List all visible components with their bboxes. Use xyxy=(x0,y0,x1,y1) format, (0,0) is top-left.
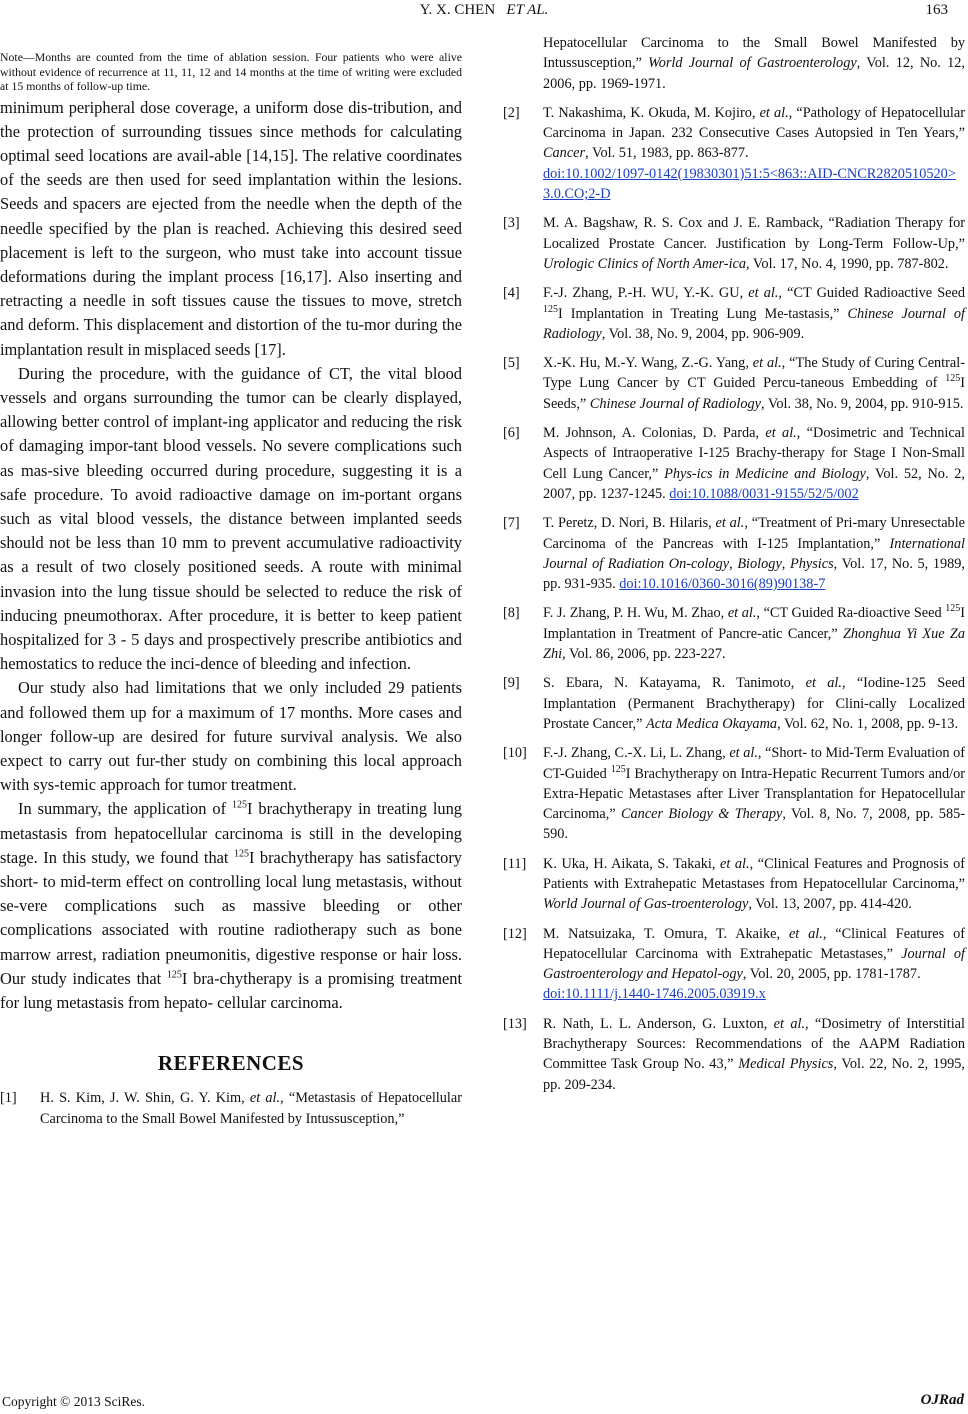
ref-text: R. Nath, L. L. Anderson, G. Luxton, xyxy=(543,1015,774,1032)
reference-number: [9] xyxy=(503,675,520,692)
reference-number: [3] xyxy=(503,215,520,232)
ref-etal: et al. xyxy=(759,104,789,121)
ref-journal: Medical Physics xyxy=(738,1056,834,1073)
ref-text: , “Pathology of Hepatocellular Carcinoma in Japan. 232 Consecutive Cases Autopsied in Ten Years,” xyxy=(543,104,965,142)
doi-link[interactable]: doi:10.1111/j.1440-1746.2005.03919.x xyxy=(543,986,766,1003)
doi-link[interactable]: doi:10.1016/0360-3016(89)90138-7 xyxy=(619,576,826,593)
ref-sup: 125 xyxy=(945,603,961,615)
left-column xyxy=(0,50,462,1138)
reference-2 xyxy=(503,103,965,204)
p4-text-d: I bra-chytherapy is a promising treatment for lung metastasis from hepato- cellular carcinoma. xyxy=(0,968,462,1013)
ref-text: I Brachytherapy on Intra-Hepatic Recurrent Tumors and/or Extra-Hepatic Metastases after Liver Transplantation for Hepatocellular Carcinoma,” xyxy=(543,765,965,823)
ref-text: , Vol. 17, No. 4, 1990, pp. 787-802. xyxy=(746,255,949,272)
ref-journal: Zhonghua Yi Xue Za Zhi xyxy=(543,625,966,663)
body-paragraph-1: minimum peripheral dose coverage, a uniform dose dis-tribution, and the protection of surrounding tissues since methods for calculating optimal seed locations are avail-able [14,15]. The relative coordinates of the seeds are then used for seed implantation within the lesions. Seeds and spacers are ejected from the needle when the depth of the needle specified by the plan is reached. Achieving this desired seed placement is left to the surgeon, who must take into account tissue deformations during the implant process [16,17]. Also inserting and retracting a needle in soft tissues cause the tissues to move, stretch and deform. This displacement and distortion of the tu-mor during the implantation result in misplaced seeds [17]. xyxy=(0,97,462,359)
ref-etal: et al. xyxy=(249,1090,281,1107)
ref-text: Hepatocellular Carcinoma to the Small Bowel Manifested by Intussusception,” xyxy=(543,35,965,72)
ref-journal: Cancer xyxy=(543,145,586,162)
page-header xyxy=(0,0,968,30)
ref-journal: World Journal of Gas-troenterology xyxy=(543,896,749,913)
running-head xyxy=(0,2,968,19)
ref-text: I Seeds,” xyxy=(543,375,965,412)
ref-journal: Chinese Journal of Radiology xyxy=(589,395,762,412)
body-paragraph-3: Our study also had limitations that we only included 29 patients and followed them up for a maximum of 17 months. More cases and longer follow-up are desired for future survival analysis. We also expect to carry out fur-ther study on combining this local approach with sys-temic approach for tumor treatment. xyxy=(0,678,462,795)
reference-1-continued xyxy=(503,33,965,94)
ref-text: M. Natsuizaka, T. Omura, T. Akaike, xyxy=(543,925,789,942)
ref-text: , “Clinical Features and Prognosis of Patients with Extrahepatic Metastases from Hepatocellular Carcinoma,” xyxy=(543,855,965,892)
reference-number: [13] xyxy=(503,1015,527,1032)
ref-text: , “The Study of Curing Central-Type Lung Cancer by CT Guided Percu-taneous Embedding of xyxy=(543,355,965,392)
ref-text: , Vol. 38, No. 9, 2004, pp. 906-909. xyxy=(601,325,805,342)
ref-etal: et al. xyxy=(727,605,757,622)
right-column xyxy=(503,33,965,1104)
reference-number: [10] xyxy=(503,745,527,762)
reference-10 xyxy=(503,743,965,844)
reference-number: [2] xyxy=(503,104,520,121)
ref-text: F.-J. Zhang, P.-H. WU, Y.-K. GU, xyxy=(543,285,749,302)
ref-text: , “Clinical Features of Hepatocellular Carcinoma with Extrahepatic Metastases,” xyxy=(543,925,965,962)
ref-sup: 125 xyxy=(543,303,558,315)
ref-text: M. Johnson, A. Colonias, D. Parda, xyxy=(543,425,766,442)
reference-7 xyxy=(503,513,965,594)
reference-12 xyxy=(503,924,965,1005)
p4-text-a: In summary, the application of xyxy=(18,799,232,819)
ref-text: S. Ebara, N. Katayama, R. Tanimoto, xyxy=(543,675,806,692)
reference-number: [5] xyxy=(503,355,520,372)
ref-text: F.-J. Zhang, C.-X. Li, L. Zhang, xyxy=(543,745,730,762)
ref-journal: World Journal of Gastroenterology xyxy=(648,55,857,72)
ref-etal: et al. xyxy=(752,355,782,372)
ref-sup: 125 xyxy=(610,763,626,775)
running-head-authors: Y. X. CHEN xyxy=(419,2,496,18)
ref-text: , “Short- to Mid-Term Evaluation of CT-Guided xyxy=(543,745,965,782)
reference-4 xyxy=(503,283,965,344)
ref-journal: Chinese Journal of Radiology xyxy=(543,305,966,342)
ref-text: I Implantation in Treatment of Pancre-atic Cancer,” xyxy=(543,605,965,642)
reference-number: [11] xyxy=(503,855,527,872)
ref-journal: Acta Medica Okayama xyxy=(646,715,778,732)
ref-journal: Biology xyxy=(737,555,782,572)
ref-etal: et al. xyxy=(773,1015,806,1032)
ref-text: , Vol. 8, No. 7, 2008, pp. 585-590. xyxy=(543,806,966,843)
ref-text: , Vol. 51, 1983, pp. 863-877. xyxy=(585,145,749,162)
page-number: 163 xyxy=(925,2,948,18)
p4-sup-1: 125 xyxy=(232,799,247,811)
ref-text: , Vol. 20, 2005, pp. 1781-1787. xyxy=(742,966,921,983)
ref-text: , “Dosimetry of Interstitial Brachytherapy Sources: Recommendations of the AAPM Radiation Committee Task Group No. 43,” xyxy=(543,1015,965,1073)
ref-text: , “Treatment of Pri-mary Unresectable Carcinoma of the Pancreas with I-125 Implantation,” xyxy=(543,515,966,552)
ref-text: , “CT Guided Radioactive Seed xyxy=(778,285,965,302)
reference-number: [12] xyxy=(503,925,527,942)
ref-journal: Physics xyxy=(789,555,834,572)
ref-journal: Journal of Gastroenterology and Hepatol-ogy xyxy=(543,945,965,983)
p4-text-c: I brachytherapy has satisfactory short- to mid-term effect on controlling local lung metastasis, without se-vere complications such as massive bleeding or other complications associated with routine radiotherapy such as bone marrow arrest, radiation pneumonitis, digestive response or hair loss. Our study indicates that xyxy=(0,847,462,988)
ref-text: , Vol. 52, No. 2, 2007, pp. 1237-1245. xyxy=(543,465,966,502)
ref-text: , xyxy=(729,555,738,572)
p4-sup-3: 125 xyxy=(166,969,182,981)
reference-number: [7] xyxy=(503,515,520,532)
ref-text: I Implantation in Treating Lung Me-tastasis,” xyxy=(558,305,848,322)
ref-text: , Vol. 22, No. 2, 1995, pp. 209-234. xyxy=(543,1056,965,1093)
ref-etal: et al. xyxy=(729,745,758,762)
ref-journal: Urologic Clinics of North Amer-ica xyxy=(543,255,747,272)
footer-journal: OJRad xyxy=(920,1392,964,1408)
ref-text: , Vol. 12, No. 12, 2006, pp. 1969-1971. xyxy=(543,55,965,92)
ref-etal: et al. xyxy=(720,855,750,872)
ref-text: M. A. Bagshaw, R. S. Cox and J. E. Ramback, “Radiation Therapy for Localized Prostate Cancer. Justification by Long-Term Follow-Up,” xyxy=(543,215,965,252)
reference-number: [8] xyxy=(503,605,520,622)
ref-journal: Cancer Biology & Therapy xyxy=(621,806,783,823)
ref-text: , Vol. 38, No. 9, 2004, pp. 910-915. xyxy=(761,395,964,412)
reference-3 xyxy=(503,213,965,274)
references-heading: REFERENCES xyxy=(157,1051,305,1076)
ref-text: , “Metastasis of Hepatocellular Carcinoma to the Small Bowel Manifested by Intussusception,” xyxy=(40,1090,462,1127)
ref-journal: International Journal of Radiation On-cology xyxy=(543,535,965,572)
p4-sup-2: 125 xyxy=(233,848,249,860)
ref-text: H. S. Kim, J. W. Shin, G. Y. Kim, xyxy=(40,1090,250,1107)
ref-text: , “CT Guided Ra-dioactive Seed xyxy=(756,605,946,622)
reference-1 xyxy=(0,1088,462,1129)
body-paragraph-2: During the procedure, with the guidance of CT, the vital blood vessels and organs surrounding the tumor can be clearly displayed, allowing better control of implant-ing applicator and reducing the risk of damaging impor-tant blood vessels. No severe complications such as mas-sive bleeding occurred during procedure, suggesting it is a safe procedure. To avoid radioactive damage on im-portant organs such as vital blood vessels, the distance between implanted seeds should not be less than 10 mm to prevent accumulative radioactivity as a result of two closely positioned seeds. A route with minimal invasion into the lung tissue should be selected to reduce the risk of inducing pneumothorax. After procedure, it is better to keep patient hospitalized for 3 - 5 days and prospectively prescribe antibiotics and hemostatics to reduce the inci-dence of bleeding and infection. xyxy=(0,363,462,674)
ref-etal: et al. xyxy=(748,285,779,302)
reference-8 xyxy=(503,603,965,664)
reference-5 xyxy=(503,353,965,414)
ref-etal: et al. xyxy=(805,675,842,692)
running-head-etal: ET AL. xyxy=(506,2,549,18)
ref-text: K. Uka, H. Aikata, S. Takaki, xyxy=(543,855,721,872)
ref-etal: et al. xyxy=(765,425,797,442)
ref-text: , Vol. 62, No. 1, 2008, pp. 9-13. xyxy=(777,715,959,732)
doi-link[interactable]: doi:10.1002/1097-0142(19830301)51:5<863::AID-CNCR2820510520>3.0.CO;2-D xyxy=(543,165,956,203)
ref-text: , “Dosimetric and Technical Aspects of Intraoperative I-125 Brachy-therapy for Stage I Non-Small Cell Lung Cancer,” xyxy=(543,425,965,482)
doi-link[interactable]: doi:10.1088/0031-9155/52/5/002 xyxy=(669,485,859,502)
ref-text: , “Iodine-125 Seed Implantation (Permanent Brachytherapy) for Clini-cally Localized Prostate Cancer,” xyxy=(543,675,965,732)
footer-copyright: Copyright © 2013 SciRes. xyxy=(2,1394,146,1409)
reference-number: [4] xyxy=(503,285,520,302)
reference-number: [1] xyxy=(0,1090,17,1107)
ref-text: , Vol. 86, 2006, pp. 223-227. xyxy=(562,646,726,663)
ref-text: , Vol. 17, No. 5, 1989, pp. 931-935. xyxy=(543,555,965,593)
reference-9 xyxy=(503,673,965,734)
ref-text: X.-K. Hu, M.-Y. Wang, Z.-G. Yang, xyxy=(543,355,753,372)
ref-text: , Vol. 13, 2007, pp. 414-420. xyxy=(748,896,912,913)
ref-text: F. J. Zhang, P. H. Wu, M. Zhao, xyxy=(543,605,728,622)
table-note: Note—Months are counted from the time of ablation session. Four patients who were alive without evidence of recurrence at 11, 11, 12 and 14 months at the time of writing were excluded at 15 months of follow-up time. xyxy=(0,50,462,93)
ref-etal: et al. xyxy=(715,515,745,532)
ref-etal: et al. xyxy=(788,925,823,942)
reference-number: [6] xyxy=(503,425,520,442)
reference-6 xyxy=(503,423,965,504)
ref-journal: Phys-ics in Medicine and Biology xyxy=(664,465,866,482)
ref-text: , xyxy=(781,555,790,572)
reference-11 xyxy=(503,854,965,915)
ref-text: T. Peretz, D. Nori, B. Hilaris, xyxy=(543,515,716,532)
p4-text-b: I brachytherapy in treating lung metastasis from hepatocellular carcinoma is still in the developing stage. In this study, we found that xyxy=(0,799,462,867)
ref-sup: 125 xyxy=(945,373,961,385)
ref-text: T. Nakashima, K. Okuda, M. Kojiro, xyxy=(543,104,760,121)
reference-13 xyxy=(503,1014,965,1095)
body-paragraph-4 xyxy=(0,797,462,1015)
